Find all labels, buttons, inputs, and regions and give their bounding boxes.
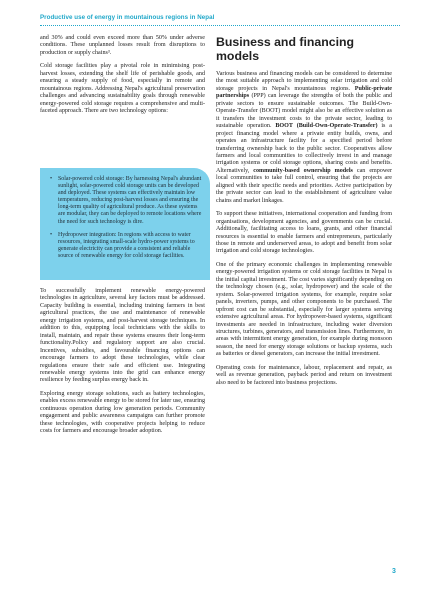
paragraph: Cold storage facilities play a pivotal role in minimising post-harvest losses, extending the shelf life of perishable goods, and ensuring a steady supply of food, especially in remote and mountainous regions. Addressing Nepal's agricultural preservation challenges and advancing sustainability goals through renewable energy-powered cold storage requires a comprehensive and multi-faceted approach. There are two technology options: [40, 63, 205, 115]
section-title [216, 35, 392, 63]
paragraph: To successfully implement renewable energy-powered technologies in agriculture, several key factors must be addressed. Capacity building is essential, including training farmers in best agricultural practices, the use and maintenance of renewable energy irrigation systems, and post-harvest storage techniques. In addition to this, equipping local technicians with the skills to install, maintain, and repair these systems ensures their long-term functionality.Policy and regulatory support are also crucial. Incentives, subsidies, and favourable financing options can encourage farmers to adopt these technologies, while clear regulations ensure their safe and efficient use. Integrating renewable energy systems into the grid can enhance energy resilience by feeding surplus energy back in. [40, 288, 205, 384]
list-item-text: Hydropower integration: In regions with access to water resources, integrating small-scale hydro-power systems to generate electricity can provide a consistent and reliable source of renewable energy for cold storage facilities. [58, 231, 195, 259]
bold-term: Public-private partnerships [216, 85, 392, 100]
bullet-icon: • [50, 231, 53, 238]
paragraph: To support these initiatives, international cooperation and funding from organisations, development agencies, and governments can be crucial. Additionally, facilitating access to loans, grants, and other financial resources is essential to enable farmers and entrepreneurs, particularly those in remote and underserved areas, to adopt and benefit from solar irrigation and cold storage technologies. [216, 211, 392, 255]
bullet-icon: • [50, 176, 53, 182]
section-title-line: models [216, 49, 260, 63]
paragraph [216, 71, 392, 205]
text-run: (PPP) can leverage the strengths of both the public and private sectors to ensure sustainable outcomes. The Build-Own-Operate-Transfer (BOOT) model might also be an effective solution as it transfers the investment costs to the private sector, leading to sustainable operation. [216, 93, 392, 130]
bold-term: community-based ownership models [253, 167, 353, 174]
paragraph: Exploring energy storage solutions, such as battery technologies, enables excess renewable energy to be stored for later use, ensuring continuous operation during low generation periods. Community engagement and public awareness campaigns can further promote these technologies, with cooperative projects helping to reduce costs for farmers and encourage broader adoption. [40, 390, 205, 435]
section-title-line: Business and financing [216, 35, 355, 49]
text-run: is a project financing model where a private entity builds, owns, and operates an infrastructure facility for a specified period before transferring ownership back to the public sector. Cooperatives allow farmers and local communities to collectively invest in and manage irrigation systems or cold storage options, sharing costs and benefits. Alternatively, [216, 123, 392, 174]
bold-term: BOOT (Build-Own-Operate-Transfer) [275, 123, 378, 130]
right-column [216, 35, 392, 393]
text-run: Various business and financing models can be considered to determine the most suitable approach to implementing solar irrigation and cold storage projects in Nepal's mountainous regions. [216, 71, 392, 92]
header-divider [40, 25, 400, 26]
paragraph: One of the primary economic challenges in implementing renewable energy-powered irrigation systems or cold storage facilities in Nepal is the initial capital investment. The cost varies significantly depending on the technology chosen (e.g., solar, hydropower) and the scale of the system. Solar-powered irrigation systems, for example, require solar panels, inverters, pumps, and other components to be purchased. The upfront cost can be substantial, especially for larger systems serving extensive agricultural areas. For hydropower-based systems, significant investments are needed in infrastructure, including water diversion structures, turbines, generators, and transmission lines. Furthermore, in areas with intermittent energy generation, for example during monsoon season, the need for energy storage solutions or backup systems, such as batteries or diesel generators, can increase the initial investment. [216, 261, 392, 358]
list-item [50, 176, 202, 226]
paragraph: and 30% and could even exceed more than 50% under adverse conditions. These unplanned losses result from disruptions to production or supply chains³. [40, 35, 205, 56]
page-number: 3 [392, 568, 396, 575]
list-item [50, 231, 202, 260]
running-header: Productive use of energy in mountainous regions in Nepal [40, 14, 215, 21]
technology-options-callout [40, 168, 210, 280]
bullet-list [40, 168, 210, 260]
left-column-top [40, 35, 205, 122]
text-run: can empower local communities to take full control, ensuring that the projects are aligned with their specific needs and priorities. Active participation by the private sector can lead to the establishment of agriculture value chains and market linkages. [216, 167, 392, 204]
paragraph: Operating costs for maintenance, labour, replacement and repair, as well as revenue generation, payback period and return on investment also need to be factored into business projections. [216, 364, 392, 386]
left-column-bottom [40, 288, 205, 442]
list-item-text: Solar-powered cold storage: By harnessing Nepal's abundant sunlight, solar-powered cold storage units can be developed and deployed. These systems can effectively maintain low temperatures, reducing post-harvest losses and ensuring the long-term quality of agricultural produce. As these systems are modular, they can be deployed to remote locations where the need for such technology is dire. [58, 176, 202, 225]
